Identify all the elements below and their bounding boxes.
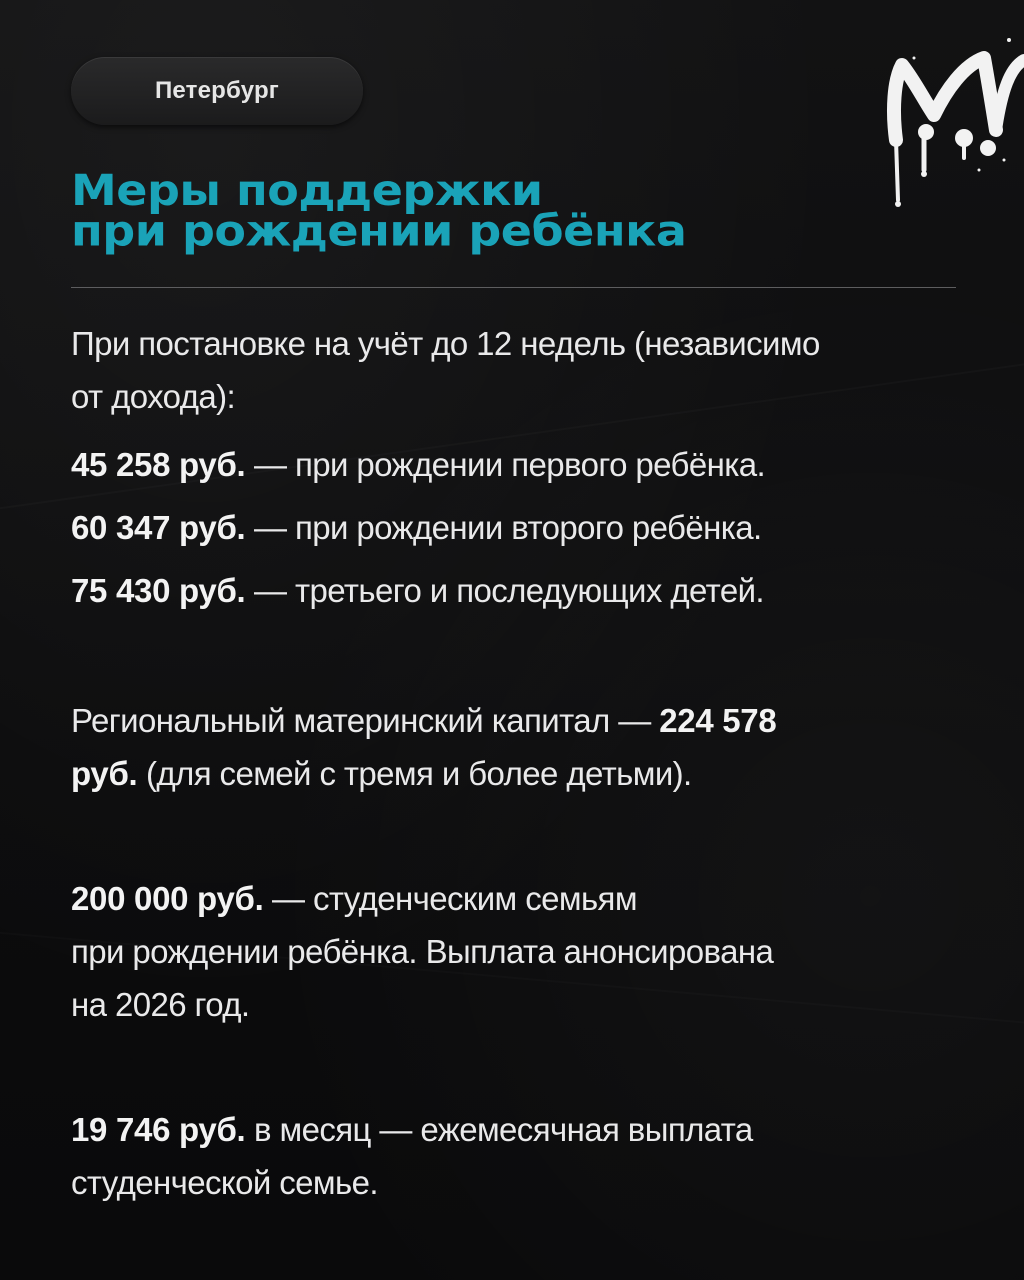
student-birth-amount: 200 000 руб. [71,880,264,917]
capital-amount-unit: руб. [71,755,138,792]
student-birth-line-2: при рождении ребёнка. Выплата анонсирована [71,933,774,970]
title-divider [71,287,956,288]
payment-amount: 60 347 руб. [71,509,246,546]
payment-item [71,496,951,559]
student-monthly-line-2: студенческой семье. [71,1164,378,1201]
payment-description: — третьего и последующих детей. [245,572,764,609]
student-monthly-text: в месяц — ежемесячная выплата [245,1111,753,1148]
payment-amount: 45 258 руб. [71,446,246,483]
capital-text: Региональный материнский капитал — [71,702,660,739]
payment-amount: 75 430 руб. [71,572,246,609]
student-birth-text: — студенческим семьям [263,880,637,917]
student-monthly-paragraph [71,1103,951,1209]
intro-paragraph [71,317,951,423]
payment-description: — при рождении первого ребёнка. [245,446,766,483]
student-birth-paragraph [71,872,951,1031]
payment-description: — при рождении второго ребёнка. [245,509,762,546]
intro-line-1: При постановке на учёт до 12 недель (независимо [71,325,820,362]
student-monthly-amount: 19 746 руб. [71,1111,246,1148]
payment-item [71,559,951,622]
intro-line-2: от дохода): [71,378,236,415]
title-line-1: Меры поддержки [71,165,543,216]
page-title [71,165,951,256]
student-birth-line-3: на 2026 год. [71,986,250,1023]
title-line-2: при рождении ребёнка [71,205,687,256]
region-label: Петербург [154,77,280,104]
region-badge [71,57,363,125]
payment-item [71,433,951,496]
maternity-capital-paragraph [71,694,951,800]
capital-amount: 224 578 [659,702,777,739]
content-body [71,317,951,1209]
capital-note: (для семей с тремя и более детьми). [137,755,692,792]
